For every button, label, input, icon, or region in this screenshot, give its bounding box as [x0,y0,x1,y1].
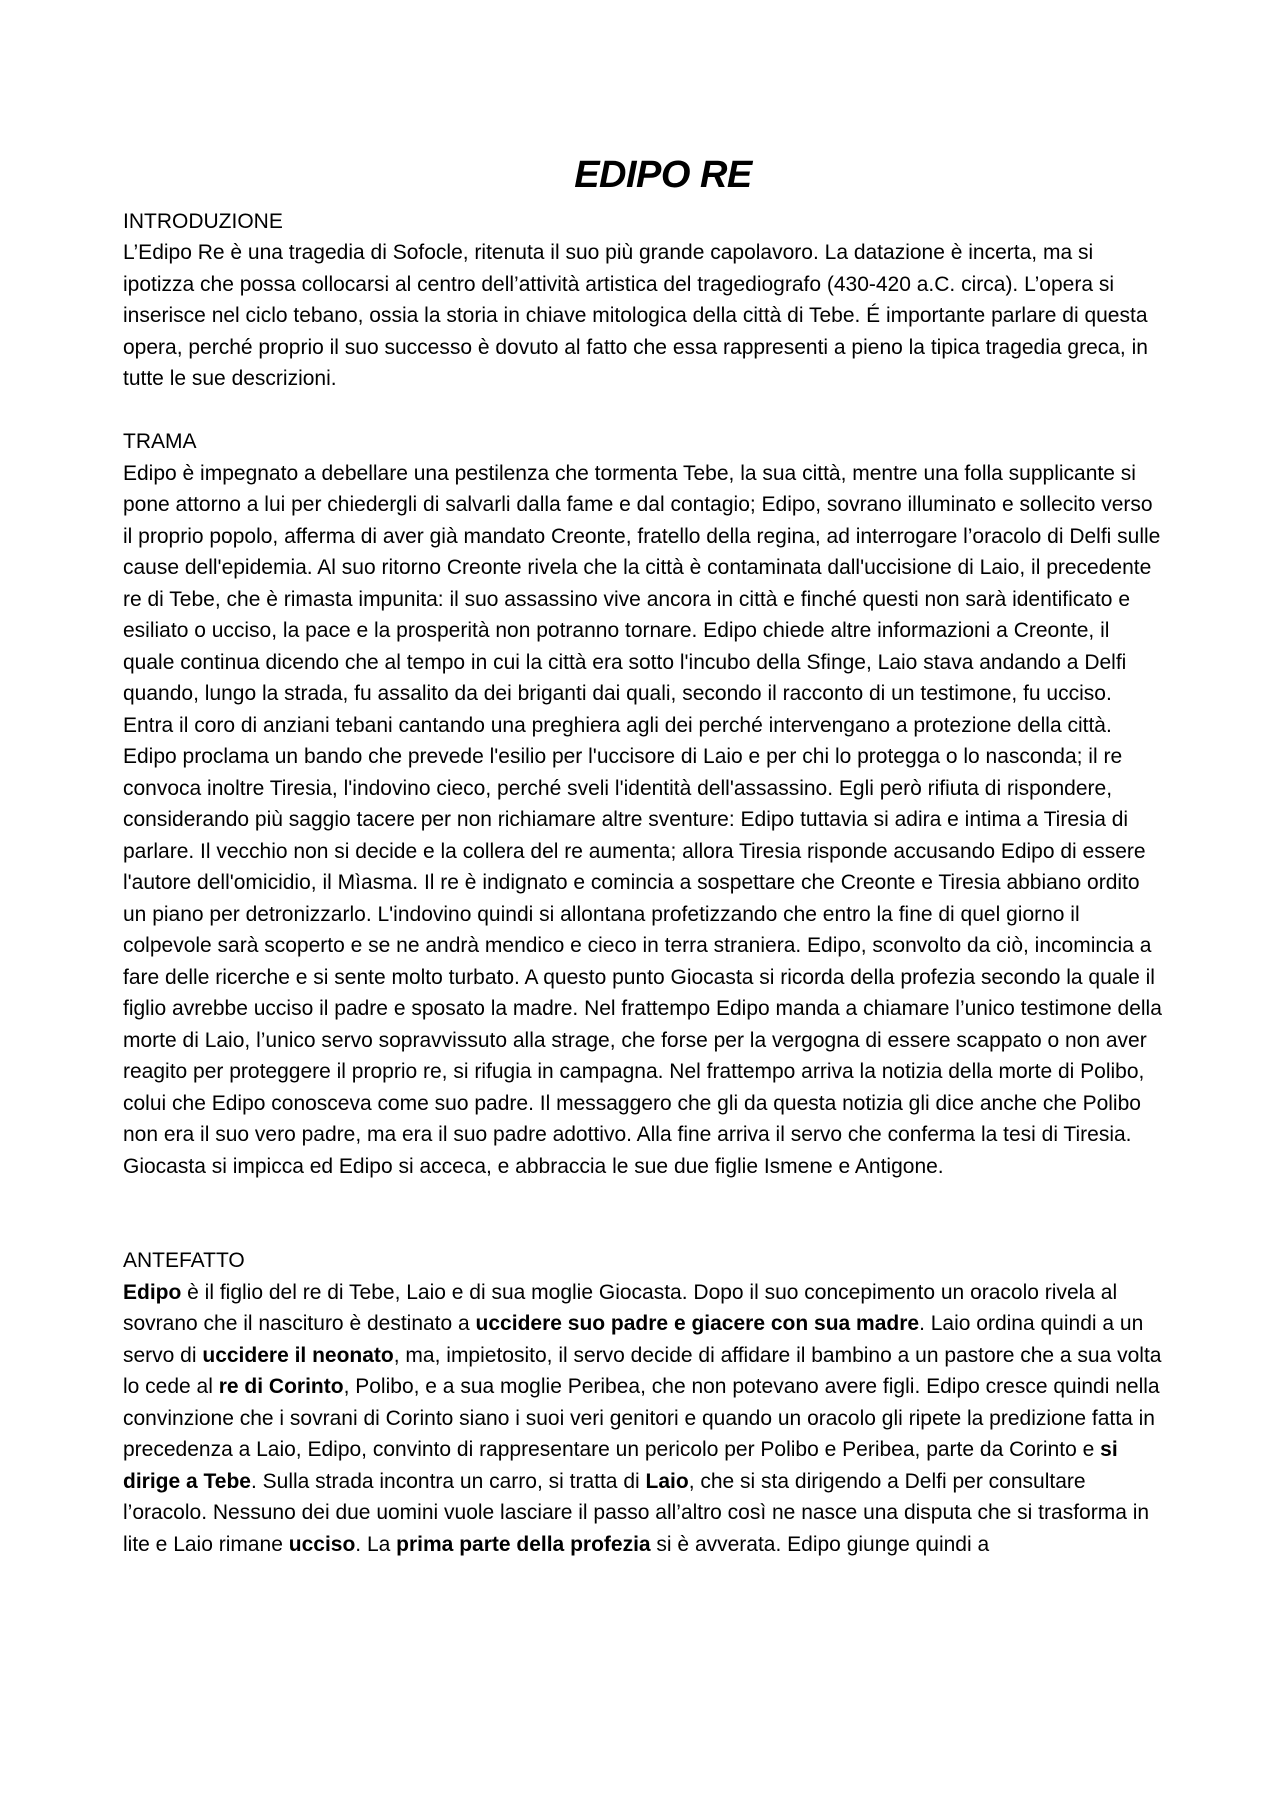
text-segment: . La [355,1532,397,1556]
section-heading: ANTEFATTO [123,1249,245,1272]
section-introduzione [123,206,1163,395]
document-title: EDIPO RE [574,154,752,196]
section-paragraph: L’Edipo Re è una tragedia di Sofocle, ritenuta il suo più grande capolavoro. La datazione è incerta, ma si ipotizza che possa collocarsi al centro dell’attività artistica del tragediografo (430-420 a.C. circa). L’opera si inserisce nel ciclo tebano, ossia la storia in chiave mitologica della città di Tebe. É importante parlare di questa opera, perché proprio il suo successo è dovuto al fatto che essa rappresenti a pieno la tipica tragedia greca, in tutte le sue descrizioni. [123,241,1148,390]
paragraph-spacer [123,395,1163,427]
section-paragraph: Edipo è impegnato a debellare una pestilenza che tormenta Tebe, la sua città, mentre una folla supplicante si pone attorno a lui per chiedergli di salvarli dalla fame e dal contagio; Edipo, sovrano illuminato e sollecito verso il proprio popolo, afferma di aver già mandato Creonte, fratello della regina, ad interrogare l’oracolo di Delfi sulle cause dell'epidemia. Al suo ritorno Creonte rivela che la città è contaminata dall'uccisione di Laio, il precedente re di Tebe, che è rimasta impunita: il suo assassino vive ancora in città e finché questi non sarà identificato e esiliato o ucciso, la pace e la prosperità non potranno tornare. Edipo chiede altre informazioni a Creonte, il quale continua dicendo che al tempo in cui la città era sotto l'incubo della Sfinge, Laio stava andando a Delfi quando, lungo la strada, fu assalito da dei briganti dai quali, secondo il racconto di un testimone, fu ucciso. Entra il coro di anziani tebani cantando una preghiera agli dei perché intervengano a protezione della città. Edipo proclama un bando che prevede l'esilio per l'uccisore di Laio e per chi lo protegga o lo nasconda; il re convoca inoltre Tiresia, l'indovino cieco, perché sveli l'identità dell'assassino. Egli però rifiuta di rispondere, considerando più saggio tacere per non richiamare altre sventure: Edipo tuttavia si adira e intima a Tiresia di parlare. Il vecchio non si decide e la collera del re aumenta; allora Tiresia risponde accusando Edipo di essere l'autore dell'omicidio, il Mìasma. Il re è indignato e comincia a sospettare che Creonte e Tiresia abbiano ordito un piano per detronizzarlo. L'indovino quindi si allontana profetizzando che entro la fine di quel giorno il colpevole sarà scoperto e se ne andrà mendico e cieco in terra straniera. Edipo, sconvolto da ciò, incomincia a fare delle ricerche e si sente molto turbato. A questo punto Giocasta si ricorda della profezia secondo la quale il figlio avrebbe ucciso il padre e sposato la madre. Nel frattempo Edipo manda a chiamare l’unico testimone della morte di Laio, l’unico servo sopravvissuto alla strage, che forse per la vergogna di essere scappato o non aver reagito per proteggere il proprio re, si rifugia in campagna. Nel frattempo arriva la notizia della morte di Polibo, colui che Edipo conosceva come suo padre. Il messaggero che gli da questa notizia gli dice anche che Polibo non era il suo vero padre, ma era il suo padre adottivo. Alla fine arriva il servo che conferma la tesi di Tiresia. Giocasta si impicca ed Edipo si acceca, e abbraccia le sue due figlie Ismene e Antigone. [123,461,1162,1178]
text-segment: , ma, impietosito, il servo decide di affidare il bambino a un pastore che a sua volta lo cede al [123,1343,1162,1398]
document-page [123,152,1163,1560]
paragraph-spacer [123,1182,1163,1245]
section-heading: INTRODUZIONE [123,209,283,233]
bold-text-laio: Laio [645,1469,689,1493]
section-paragraph [123,1277,1163,1561]
bold-text-ucciso: ucciso [288,1532,356,1556]
text-segment: . Sulla strada incontra un carro, si tratta di [250,1469,646,1493]
section-trama [123,426,1163,1182]
bold-text-re-di-corinto: re di Corinto [218,1375,344,1398]
bold-text-neonato: uccidere il neonato [202,1343,394,1367]
text-segment: si è avverata. Edipo giunge quindi a [650,1532,990,1556]
section-antefatto [123,1245,1163,1560]
bold-text-prima-parte: prima parte della profezia [396,1532,651,1556]
bold-text-edipo: Edipo [123,1280,182,1304]
bold-text-profezia: uccidere suo padre e giacere con sua madre [475,1312,920,1335]
text-segment: , Polibo, e a sua moglie Peribea, che non potevano avere figli. Edipo cresce quindi nella convinzione che i sovrani di Corinto siano i suoi veri genitori e quando un oracolo gli ripete la predizione fatta in precedenza a Laio, Edipo, convinto di rappresentare un pericolo per Polibo e Peribea, parte da Corinto e [123,1375,1160,1461]
text-segment: , che si sta dirigendo a Delfi per consultare l’oracolo. Nessuno dei due uomini vuole lasciare il passo all’altro così ne nasce una disputa che si trasforma in lite e Laio rimane [123,1469,1150,1556]
text-segment: . Laio ordina quindi a un servo di [123,1312,1144,1367]
bold-text-tebe: si dirige a Tebe [123,1438,1118,1493]
section-heading: TRAMA [123,430,197,453]
text-segment: è il figlio del re di Tebe, Laio e di sua moglie Giocasta. Dopo il suo concepimento un oracolo rivela al sovrano che il nascituro è destinato a [123,1280,1118,1335]
